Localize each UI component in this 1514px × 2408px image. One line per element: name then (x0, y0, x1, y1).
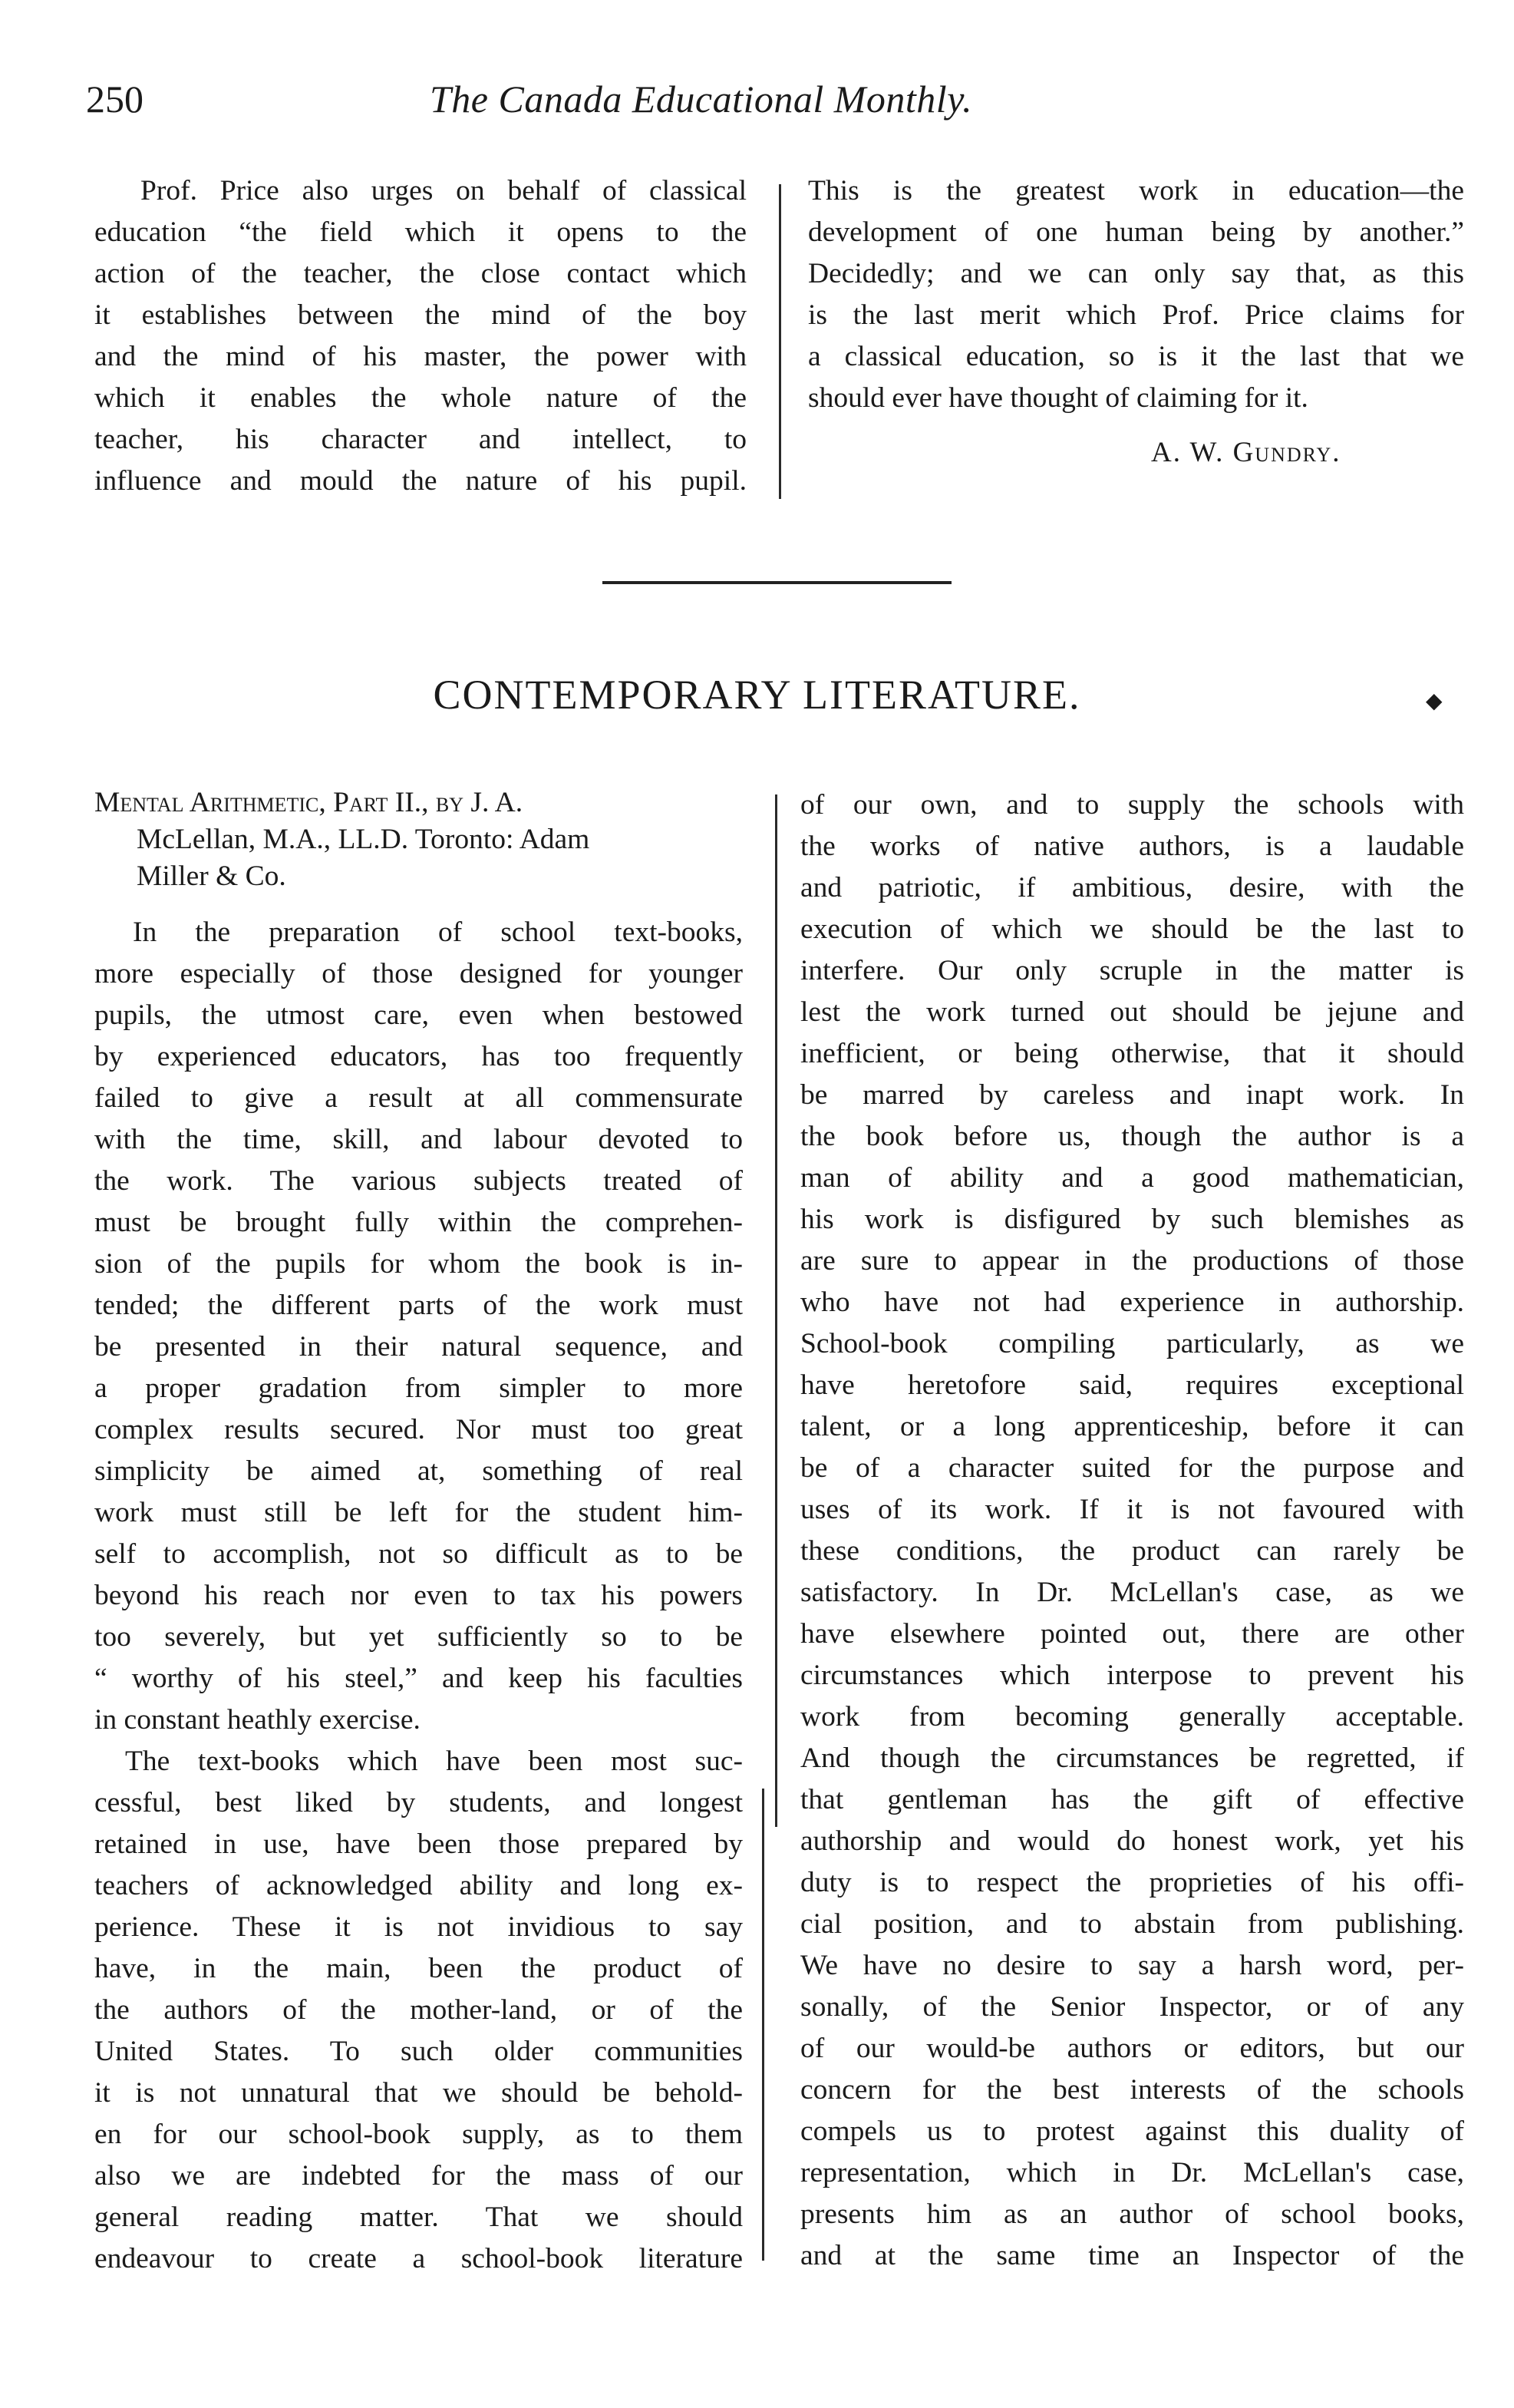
text-line: satisfactory. In Dr. McLellan's case, as we (800, 1577, 1464, 1608)
text-line: authorship and would do honest work, yet his (800, 1825, 1464, 1857)
text-line: the authors of the mother-land, or of the (94, 1994, 743, 2026)
text-line: which it enables the whole nature of the (94, 382, 747, 414)
text-line: tended; the different parts of the work must (94, 1290, 743, 1321)
text-line: cial position, and to abstain from publishing. (800, 1908, 1464, 1940)
text-line: pupils, the utmost care, even when bestowed (94, 999, 743, 1031)
text-line: general reading matter. That we should (94, 2202, 743, 2233)
section-divider (602, 581, 952, 584)
text-line: of our own, and to supply the schools with (800, 789, 1464, 821)
text-line: too severely, but yet sufficiently so to be (94, 1621, 743, 1653)
text-line: sion of the pupils for whom the book is in- (94, 1248, 743, 1280)
text-line: “ worthy of his steel,” and keep his faculties (94, 1663, 743, 1694)
text-line: is the last merit which Prof. Price claims for (808, 299, 1464, 331)
text-line: it establishes between the mind of the boy (94, 299, 747, 331)
text-line: a classical education, so is it the last that we (808, 341, 1464, 372)
text-line: The text-books which have been most suc- (125, 1746, 743, 1777)
text-line: complex results secured. Nor must too great (94, 1414, 743, 1445)
text-line: it is not unnatural that we should be behold- (94, 2077, 743, 2109)
text-line: simplicity be aimed at, something of real (94, 1455, 743, 1487)
text-line: should ever have thought of claiming for it. (808, 382, 1308, 414)
paragraph (94, 1741, 743, 2280)
text-line: School-book compiling particularly, as we (800, 1328, 1464, 1359)
text-line: compels us to protest against this duality of (800, 2116, 1464, 2147)
text-line: Prof. Price also urges on behalf of classical (140, 175, 747, 206)
text-line: In the preparation of school text-books, (133, 917, 743, 948)
text-line: talent, or a long apprenticeship, before it can (800, 1411, 1464, 1442)
text-line: have heretofore said, requires exceptional (800, 1369, 1464, 1401)
text-line: of our would-be authors or editors, but our (800, 2033, 1464, 2064)
text-line: with the time, skill, and labour devoted to (94, 1124, 743, 1155)
text-line: and the mind of his master, the power with (94, 341, 747, 372)
text-line: presents him as an author of school books, (800, 2198, 1464, 2230)
text-line: uses of its work. If it is not favoured with (800, 1494, 1464, 1525)
text-line: in constant heathly exercise. (94, 1704, 421, 1736)
text-line: the works of native authors, is a laudable (800, 831, 1464, 862)
top-right-column (808, 170, 1464, 419)
text-line: must be brought fully within the comprehen- (94, 1207, 743, 1238)
diamond-ornament-icon: ◆ (1426, 689, 1443, 713)
text-line: have elsewhere pointed out, there are other (800, 1618, 1464, 1650)
text-line: have, in the main, been the product of (94, 1953, 743, 1984)
text-line: teacher, his character and intellect, to (94, 424, 747, 455)
text-line: the work. The various subjects treated of (94, 1165, 743, 1197)
text-line: duty is to respect the proprieties of his offi- (800, 1867, 1464, 1898)
text-line: circumstances which interpose to prevent his (800, 1660, 1464, 1691)
text-line: also we are indebted for the mass of our (94, 2160, 743, 2192)
text-line: cessful, best liked by students, and longest (94, 1787, 743, 1818)
citation-line: Mental Arithmetic, Part II., by J. A. (94, 787, 523, 818)
review-left-column (94, 912, 743, 2280)
text-line: by experienced educators, has too frequently (94, 1041, 743, 1072)
column-rule-top (779, 184, 781, 499)
text-line: man of ability and a good mathematician, (800, 1162, 1464, 1194)
text-line: are sure to appear in the productions of those (800, 1245, 1464, 1277)
text-line: and patriotic, if ambitious, desire, with the (800, 872, 1464, 903)
paragraph (94, 912, 743, 1741)
text-line: these conditions, the product can rarely be (800, 1535, 1464, 1567)
citation-line: Miller & Co. (137, 860, 286, 892)
text-line: failed to give a result at all commensurate (94, 1082, 743, 1114)
text-line: United States. To such older communities (94, 2036, 743, 2067)
column-rule-main-upper (775, 794, 777, 1827)
text-line: development of one human being by another.” (808, 216, 1464, 248)
text-line: education “the field which it opens to the (94, 216, 747, 248)
text-line: a proper gradation from simpler to more (94, 1372, 743, 1404)
text-line: influence and mould the nature of his pupil. (94, 465, 747, 497)
column-rule-main-lower (762, 1789, 764, 2261)
section-title: CONTEMPORARY LITERATURE. (433, 672, 1081, 718)
text-line: that gentleman has the gift of effective (800, 1784, 1464, 1815)
text-line: work must still be left for the student him- (94, 1497, 743, 1528)
book-citation (94, 784, 743, 895)
text-line: be presented in their natural sequence, and (94, 1331, 743, 1363)
signature-text: A. W. Gundry. (1151, 437, 1341, 468)
text-line: more especially of those designed for younger (94, 958, 743, 989)
author-signature (1151, 436, 1341, 469)
text-line: retained in use, have been those prepared by (94, 1828, 743, 1860)
text-line: interfere. Our only scruple in the matter is (800, 955, 1464, 986)
text-line: who have not had experience in authorship. (800, 1287, 1464, 1318)
citation-line: McLellan, M.A., LL.D. Toronto: Adam (137, 824, 590, 855)
text-line: be marred by careless and inapt work. In (800, 1079, 1464, 1111)
text-line: lest the work turned out should be jejune and (800, 996, 1464, 1028)
text-line: Decidedly; and we can only say that, as this (808, 258, 1464, 289)
text-line: execution of which we should be the last to (800, 913, 1464, 945)
text-line: We have no desire to say a harsh word, per- (800, 1950, 1464, 1981)
text-line: and at the same time an Inspector of the (800, 2240, 1464, 2271)
text-line: action of the teacher, the close contact which (94, 258, 747, 289)
review-right-column (800, 784, 1464, 2277)
text-line: teachers of acknowledged ability and long ex- (94, 1870, 743, 1901)
text-line: the book before us, though the author is a (800, 1121, 1464, 1152)
text-line: representation, which in Dr. McLellan's case, (800, 2157, 1464, 2188)
text-line: his work is disfigured by such blemishes as (800, 1204, 1464, 1235)
text-line: This is the greatest work in education—the (808, 175, 1464, 206)
top-left-column (94, 170, 747, 502)
text-line: And though the circumstances be regretted, if (800, 1742, 1464, 1774)
text-line: concern for the best interests of the schools (800, 2074, 1464, 2106)
text-line: be of a character suited for the purpose and (800, 1452, 1464, 1484)
text-line: endeavour to create a school-book literature (94, 2243, 743, 2274)
journal-title: The Canada Educational Monthly. (430, 78, 973, 121)
text-line: self to accomplish, not so difficult as to be (94, 1538, 743, 1570)
text-line: inefficient, or being otherwise, that it should (800, 1038, 1464, 1069)
text-line: sonally, of the Senior Inspector, or of any (800, 1991, 1464, 2023)
text-line: work from becoming generally acceptable. (800, 1701, 1464, 1733)
text-line: perience. These it is not invidious to say (94, 1911, 743, 1943)
text-line: beyond his reach nor even to tax his powers (94, 1580, 743, 1611)
text-line: en for our school-book supply, as to them (94, 2119, 743, 2150)
page-number: 250 (86, 78, 143, 121)
